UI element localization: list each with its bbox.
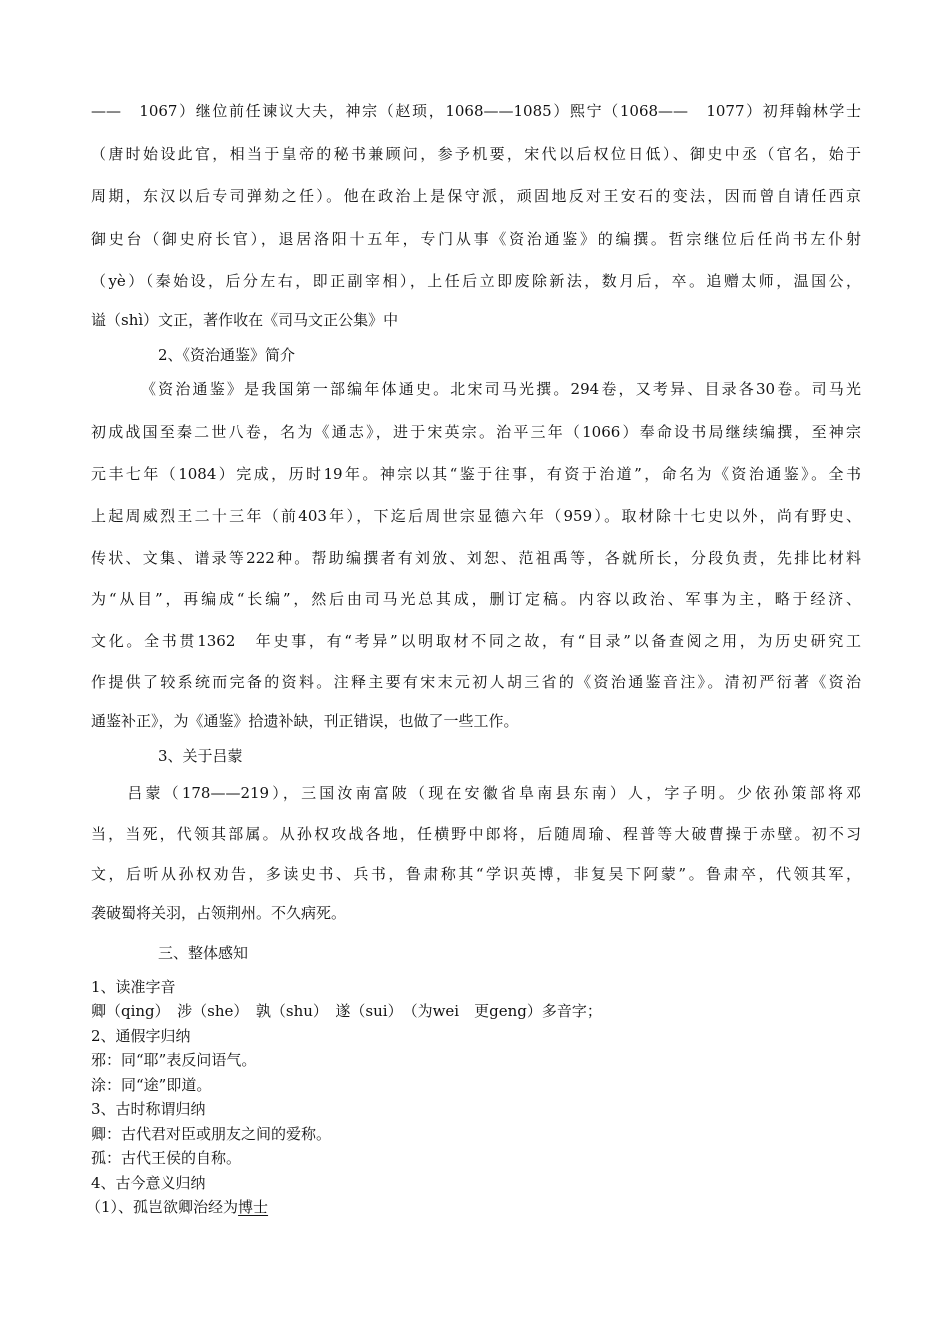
section-3-line: 吕蒙（178——219），三国汝南富陂（现在安徽省阜南县东南）人，字子明。少依孙策部将邓 xyxy=(91,784,861,802)
list-item: 1、读准字音 xyxy=(91,978,176,996)
section-2-line: 传状、文集、谱录等222种。帮助编撰者有刘攽、刘恕、范祖禹等，各就所长，分段负责，先排比材料 xyxy=(91,549,861,567)
bio-line: （yè）（秦始设，后分左右，即正副宰相），上任后立即废除新法，数月后，卒。追赠太师，温国公， xyxy=(91,272,861,290)
section-2-line: 初成战国至秦二世八卷，名为《通志》，进于宋英宗。治平三年（1066）奉命设书局继续编撰，至神宗 xyxy=(91,423,861,441)
bio-line: 谥（shì）文正，著作收在《司马文正公集》中 xyxy=(91,311,399,329)
section-2-line: 文化。全书贯1362 年史事，有“考异”以明取材不同之故，有“目录”以备查阅之用，为历史研究工 xyxy=(91,632,861,650)
list-item-text: （1）、孤岂欲卿治经为 xyxy=(86,1198,239,1216)
section-3-line: 袭破蜀将关羽，占领荆州。不久病死。 xyxy=(91,904,347,922)
section-2-line: 作提供了较系统而完备的资料。注释主要有宋末元初人胡三省的《资治通鉴音注》。清初严衍著《资治 xyxy=(91,673,861,691)
part-3-heading: 三、整体感知 xyxy=(158,944,249,962)
section-3-line: 当，当死，代领其部属。从孙权攻战各地，任横野中郎将，后随周瑜、程普等大破曹操于赤壁。初不习 xyxy=(91,825,861,843)
list-item: 孤：古代王侯的自称。 xyxy=(91,1149,242,1167)
list-item: 3、古时称谓归纳 xyxy=(91,1100,206,1118)
section-2-line: 《资治通鉴》是我国第一部编年体通史。北宋司马光撰。294卷，又考异、目录各30卷。司马光 xyxy=(141,380,861,398)
section-2-heading: 2、《资治通鉴》简介 xyxy=(158,346,296,364)
bio-line: 周期，东汉以后专司弹劾之任）。他在政治上是保守派，顽固地反对王安石的变法，因而曾自请任西京 xyxy=(91,187,861,205)
bio-line: （唐时始设此官，相当于皇帝的秘书兼顾问，参予机要，宋代以后权位日低）、御史中丞（官名，始于 xyxy=(91,145,861,163)
bio-line: —— 1067）继位前任谏议大夫，神宗（赵顼，1068——1085）熙宁（1068—— 1077）初拜翰林学士 xyxy=(91,102,861,120)
list-item: 4、古今意义归纳 xyxy=(91,1174,206,1192)
underlined-term: 博士 xyxy=(238,1198,269,1216)
section-2-line: 元丰七年（1084）完成，历时19年。神宗以其“鉴于往事，有资于治道”，命名为《资治通鉴》。全书 xyxy=(91,465,861,483)
section-3-heading: 3、关于吕蒙 xyxy=(158,747,243,765)
list-item: 邪：同“耶”表反问语气。 xyxy=(91,1051,257,1069)
list-item: 2、通假字归纳 xyxy=(91,1027,191,1045)
list-item: 涂：同“途”即道。 xyxy=(91,1076,212,1094)
section-2-line: 为“从目”，再编成“长编”，然后由司马光总其成，删订定稿。内容以政治、军事为主，略于经济、 xyxy=(91,590,861,608)
list-item: 卿（qing） 涉（she） 孰（shu） 遂（sui） （为wei 更geng）多音字； xyxy=(91,1002,602,1020)
list-item: 卿：古代君对臣或朋友之间的爱称。 xyxy=(91,1125,332,1143)
list-item xyxy=(86,1195,268,1220)
section-2-line: 上起周威烈王二十三年（前403年），下迄后周世宗显德六年（959）。取材除十七史以外，尚有野史、 xyxy=(91,507,861,525)
section-3-line: 文，后听从孙权劝告，多读史书、兵书，鲁肃称其“学识英博，非复吴下阿蒙”。鲁肃卒，代领其军， xyxy=(91,865,861,883)
bio-line: 御史台（御史府长官），退居洛阳十五年，专门从事《资治通鉴》的编撰。哲宗继位后任尚书左仆射 xyxy=(91,230,861,248)
section-2-line: 通鉴补正》，为《通鉴》拾遗补缺，刊正错误，也做了一些工作。 xyxy=(91,712,519,730)
